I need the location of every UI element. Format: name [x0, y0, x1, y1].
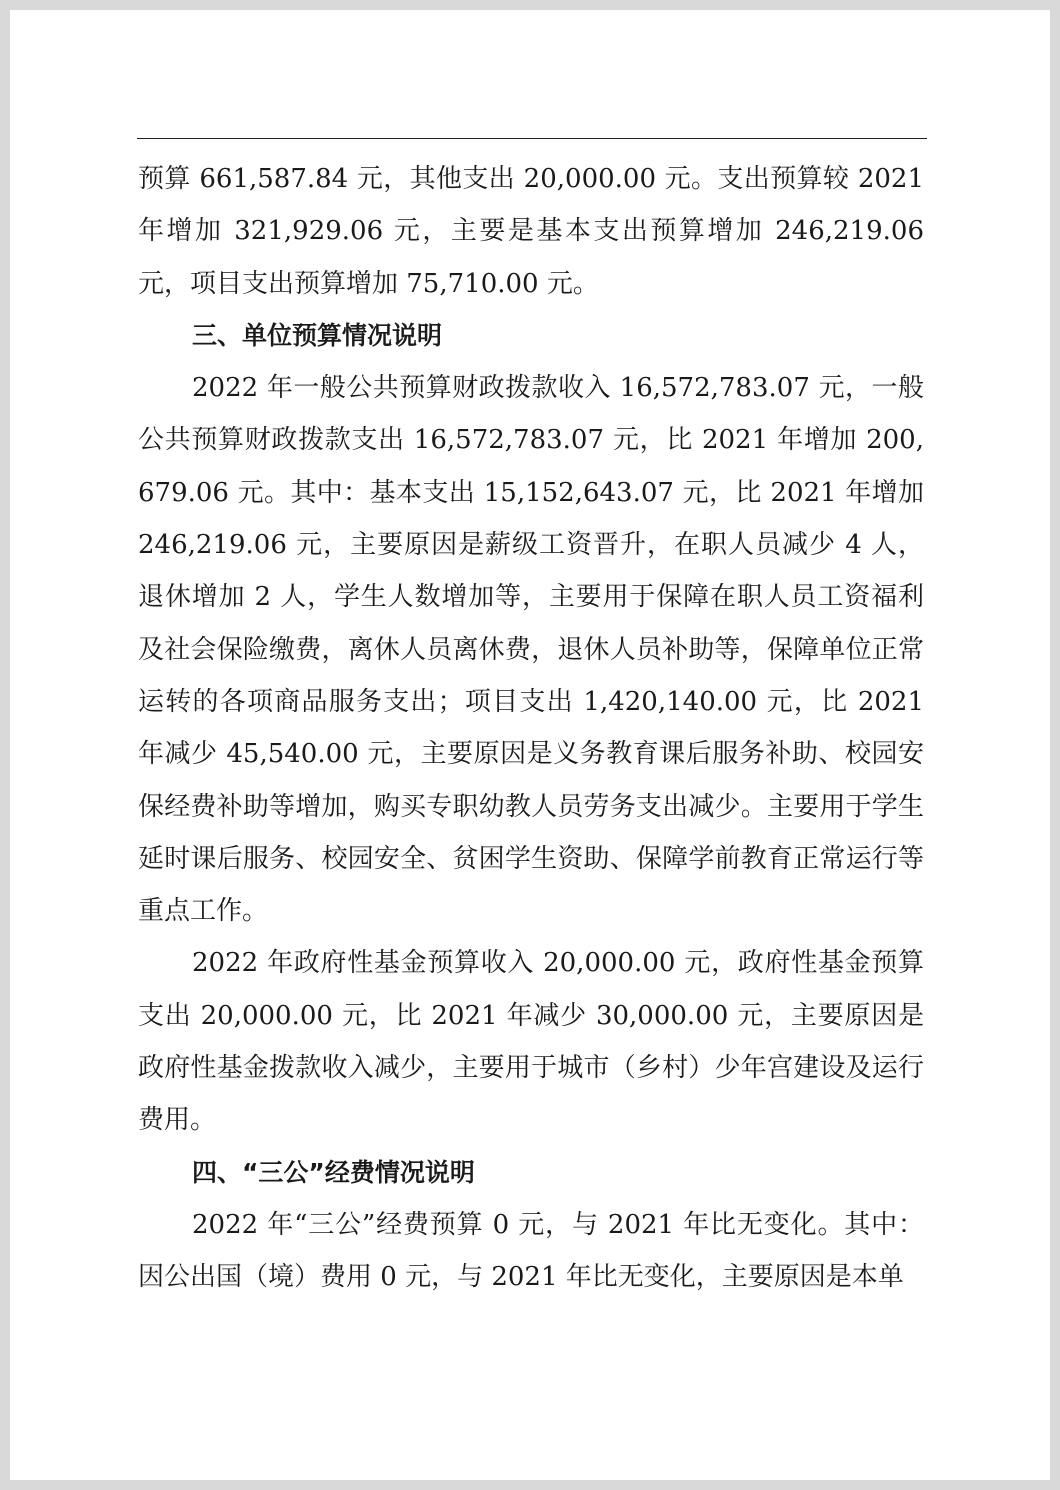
paragraph-government-fund-budget: 2022 年政府性基金预算收入 20,000.00 元，政府性基金预算支出 20,000.00 元，比 2021 年减少 30,000.00 元，主要原因是政府性基金拨款收入减少，主要用于城市（乡村）少年宫建设及运行费用。 — [138, 948, 924, 1136]
document-page — [10, 10, 1050, 1480]
section-heading-three-public-expenses: 四、“三公”经费情况说明 — [192, 1157, 475, 1187]
paragraph-budget-continuation: 预算 661,587.84 元，其他支出 20,000.00 元。支出预算较 2021 年增加 321,929.06 元，主要是基本支出预算增加 246,219.06 元，项目支出预算增加 75,710.00 元。 — [138, 164, 924, 299]
section-heading-unit-budget: 三、单位预算情况说明 — [192, 320, 443, 350]
paragraph-general-public-budget: 2022 年一般公共预算财政拨款收入 16,572,783.07 元，一般公共预算财政拨款支出 16,572,783.07 元，比 2021 年增加 200,679.06 元。其中：基本支出 15,152,643.07 元，比 2021 年增加 246,219.06 元，主要原因是薪级工资晋升，在职人员减少 4 人，退休增加 2 人，学生人数增加等，主要用于保障在职人员工资福利及社会保险缴费，离休人员离休费，退休人员补助等，保障单位正常运转的各项商品服务支出；项目支出 1,420,140.00 元，比 2021 年减少 45,540.00 元，主要原因是义务教育课后服务补助、校园安保经费补助等增加，购买专职幼教人员劳务支出减少。主要用于学生延时课后服务、校园安全、贫困学生资助、保障学前教育正常运行等重点工作。 — [138, 373, 924, 927]
paragraph-three-public-expenses: 2022 年“三公”经费预算 0 元，与 2021 年比无变化。其中：因公出国（境）费用 0 元，与 2021 年比无变化，主要原因是本单 — [138, 1209, 924, 1293]
header-rule — [137, 138, 927, 139]
document-body — [138, 153, 924, 1304]
